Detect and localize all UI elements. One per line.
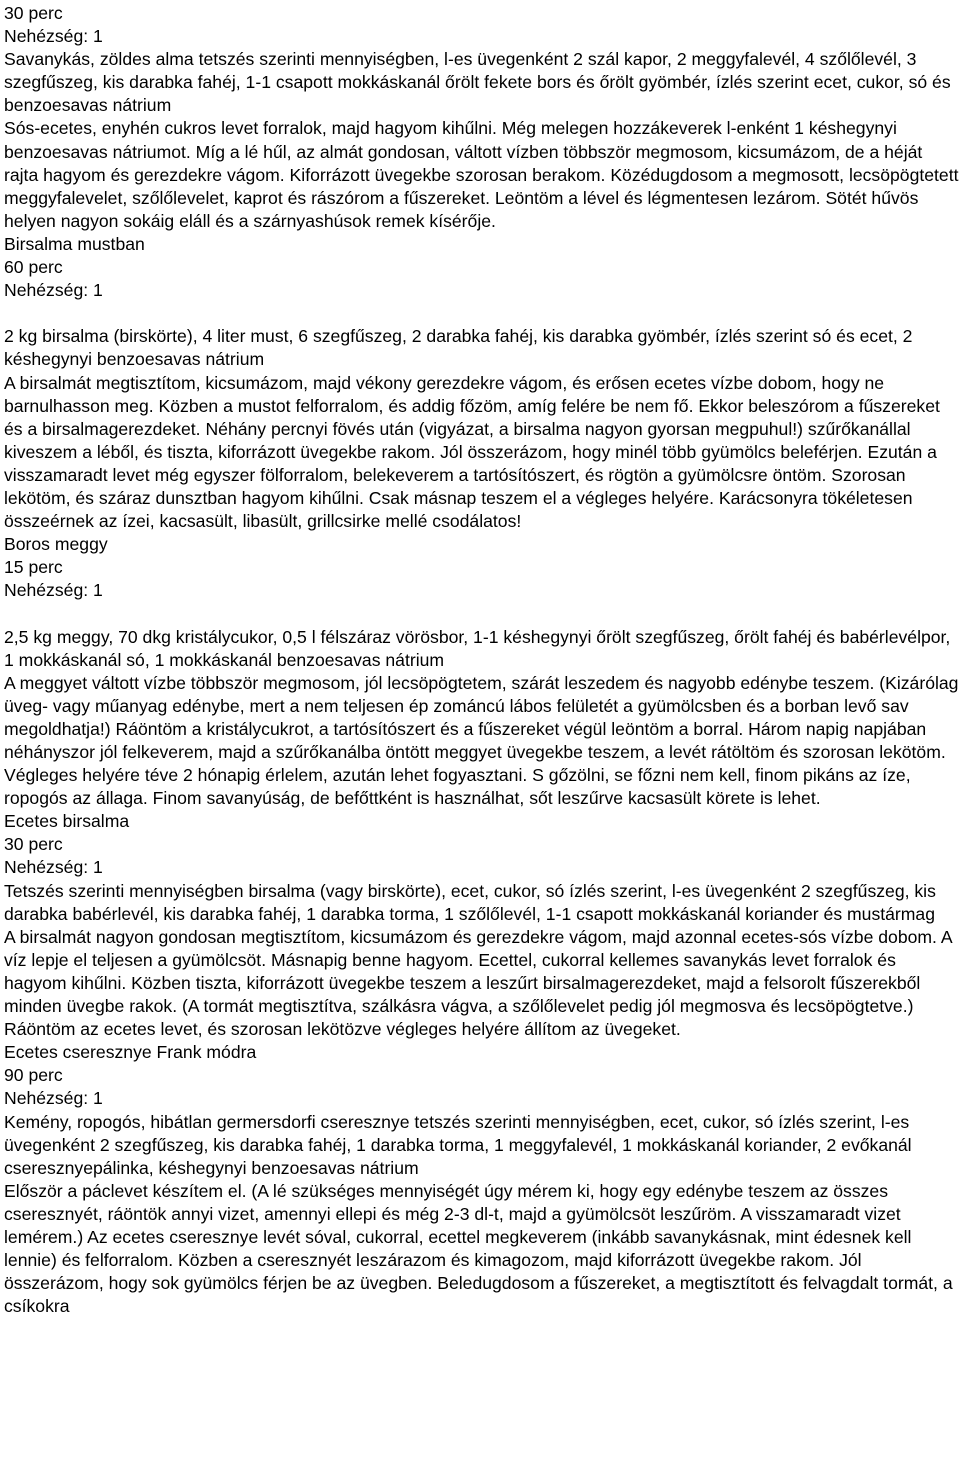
recipe-title: Boros meggy — [4, 534, 108, 555]
recipe-difficulty: Nehézség: 1 — [4, 280, 103, 301]
recipe-difficulty: Nehézség: 1 — [4, 580, 103, 601]
recipe-ingredients: 2,5 kg meggy, 70 dkg kristálycukor, 0,5 l félszáraz vörösbor, 1-1 késhegynyi őrölt szegfűszeg, őrölt fahéj és babérlevélpor, 1 mokkáskanál só, 1 mokkáskanál benzoesavas nátrium — [4, 626, 951, 670]
recipe-birsalma-mustban — [4, 233, 960, 533]
recipe-time: 30 perc — [4, 3, 63, 23]
recipe-time: 60 perc — [4, 257, 63, 278]
recipe-instructions: A meggyet váltott vízbe többször megmosom, jól lecsöpögtetem, szárát leszedem és nagyobb edénybe teszem. (Kizárólag üveg- vagy műanyag edénybe, mert a nem teljesen ép zománcú lábos felületét a gyümölcsben és a borban levő sav megoldhatja!) Ráöntöm a kristálycukrot, a tartósítószert és a fűszereket végül leöntöm a borral. Három napig napjában néhányszor jól felkeverem, majd a szűrőkanálba öntött meggyet üvegekbe teszem, a levét rátöltöm és szorosan lekötöm. Végleges helyére téve 2 hónapig érlelem, azután lehet fogyasztani. S gőzölni, se főzni nem kell, finom pikáns az íze, ropogós az állaga. Finom savanyúság, de befőttként is használhat, sőt leszűrve kacsasült körete is lehet. — [4, 672, 959, 809]
recipe-time: 15 perc — [4, 557, 63, 578]
recipe-instructions: Sós-ecetes, enyhén cukros levet forralok, majd hagyom kihűlni. Még melegen hozzákeverek l-enként 1 késhegynyi benzoesavas nátriumot. Míg a lé hűl, az almát gondosan, váltott vízben többször megmosom, kicsumázom, de a héját rajta hagyom és gerezdekre vágom. Kiforrázott üvegekbe szorosan berakom. Közédugdosom a megmosott, lecsöpögtetett meggyfalevelet, szőlőlevelet, kaprot és rászórom a fűszereket. Leöntöm a lével és légmentesen lezárom. Sötét hűvös helyen nagyon sokáig eláll és a szárnyashúsok remek kísérője. — [4, 118, 959, 231]
recipe-ingredients: Savanykás, zöldes alma tetszés szerinti mennyiségben, l-es üvegenként 2 szál kapor, 2 meggyfalevél, 4 szőlőlevél, 3 szegfűszeg, kis darabka fahéj, 1-1 csapott mokkáskanál őrölt fekete bors és őrölt gyömbér, ízlés szerint ecet, cukor, só és benzoesavas nátrium — [4, 49, 951, 116]
recipe-difficulty: Nehézség: 1 — [4, 1088, 103, 1109]
recipe-title: Birsalma mustban — [4, 233, 145, 254]
recipe-instructions: A birsalmát megtisztítom, kicsumázom, majd vékony gerezdekre vágom, és erősen ecetes vízbe dobom, hogy ne barnulhasson meg. Közben a mustot felforralom, és addig főzöm, amíg felére be nem fő. Ekkor beleszórom a fűszereket és a birsalmagerezdeket. Néhány percnyi fövés után (vigyázat, a birsalma nagyon gyorsan megpuhul!) szűrőkanállal kiveszem a léből, és tiszta, kiforrázott üvegekbe rakom. Jól összerázom, hogy minél több gyümölcs beleférjen. Ezután a visszamaradt levet még egyszer fölforralom, belekeverem a tartósítószert, és rögtön a gyümölcsre öntöm. Szorosan lekötöm, és száraz dunsztban hagyom kihűlni. Csak másnap teszem el a végleges helyére. Karácsonyra tökéletesen összeérnek az ízei, kacsasült, libasült, grillcsirke mellé csodálatos! — [4, 372, 940, 532]
recipe-ingredients: Kemény, ropogós, hibátlan germersdorfi cseresznye tetszés szerinti mennyiségben, ecet, cukor, só ízlés szerint, l-es üvegenként 2 szegfűszeg, kis darabka fahéj, 1 darabka torma, 1 meggyfalevél, 1 mokkáskanál koriander, 2 evőkanál cseresznyepálinka, késhegynyi benzoesavas nátrium — [4, 1111, 912, 1178]
recipe-boros-meggy — [4, 533, 960, 810]
recipe-alma — [4, 2, 960, 233]
recipe-difficulty: Nehézség: 1 — [4, 857, 103, 878]
recipe-instructions: Először a páclevet készítem el. (A lé szükséges mennyiségét úgy mérem ki, hogy egy edénybe teszem az összes cseresznyét, ráöntök annyi vizet, amennyi ellepi és még 2-3 dl-t, majd a gyümölcsöt leszűröm. A visszamaradt vizet lemérem.) Az ecetes cseresznye levét sóval, cukorral, ecettel megkeverem (inkább savanykásnak, mint édesnek kell lennie) és felforralom. Közben a cseresznyét leszárazom és kimagozom, majd kiforrázott üvegekbe rakom. Jól összerázom, hogy sok gyümölcs férjen be az üvegben. Beledugdosom a fűszereket, a megtisztított és felvagdalt tormát, a csíkokra — [4, 1180, 953, 1317]
recipe-difficulty: Nehézség: 1 — [4, 26, 103, 47]
recipe-time: 90 perc — [4, 1065, 63, 1086]
recipe-title: Ecetes birsalma — [4, 811, 130, 832]
document-page — [4, 2, 960, 1318]
recipe-ingredients: 2 kg birsalma (birskörte), 4 liter must, 6 szegfűszeg, 2 darabka fahéj, kis darabka gyömbér, ízlés szerint só és ecet, 2 késhegynyi benzoesavas nátrium — [4, 326, 913, 370]
recipe-instructions: A birsalmát nagyon gondosan megtisztítom, kicsumázom és gerezdekre vágom, majd azonnal ecetes-sós vízbe dobom. A víz lepje el teljesen a gyümölcsöt. Másnapig benne hagyom. Ecettel, cukorral kellemes savanykás levet forralok és hagyom kihűlni. Közben tiszta, kiforrázott üvegekbe teszem a leszűrt birsalmagerezdeket, majd a felsorolt fűszerekből minden üvegbe rakok. (A tormát megtisztítva, szálkásra vágva, a szőlőlevelet pedig jól megmosva és lecsöpögtetve.) Ráöntöm az ecetes levet, és szorosan lekötözve végleges helyére állítom az üvegeket. — [4, 926, 952, 1040]
recipe-ecetes-birsalma — [4, 810, 960, 1041]
blank-line — [4, 602, 960, 625]
recipe-time: 30 perc — [4, 834, 63, 855]
blank-line — [4, 302, 960, 325]
recipe-ingredients: Tetszés szerinti mennyiségben birsalma (vagy birskörte), ecet, cukor, só ízlés szerint, l-es üvegenként 2 szegfűszeg, kis darabka babérlevél, kis darabka fahéj, 1 darabka torma, 1 szőlőlevél, 1-1 csapott mokkáskanál koriander és mustármag — [4, 880, 936, 924]
recipe-ecetes-cseresznye — [4, 1041, 960, 1318]
recipe-title: Ecetes cseresznye Frank módra — [4, 1042, 257, 1063]
